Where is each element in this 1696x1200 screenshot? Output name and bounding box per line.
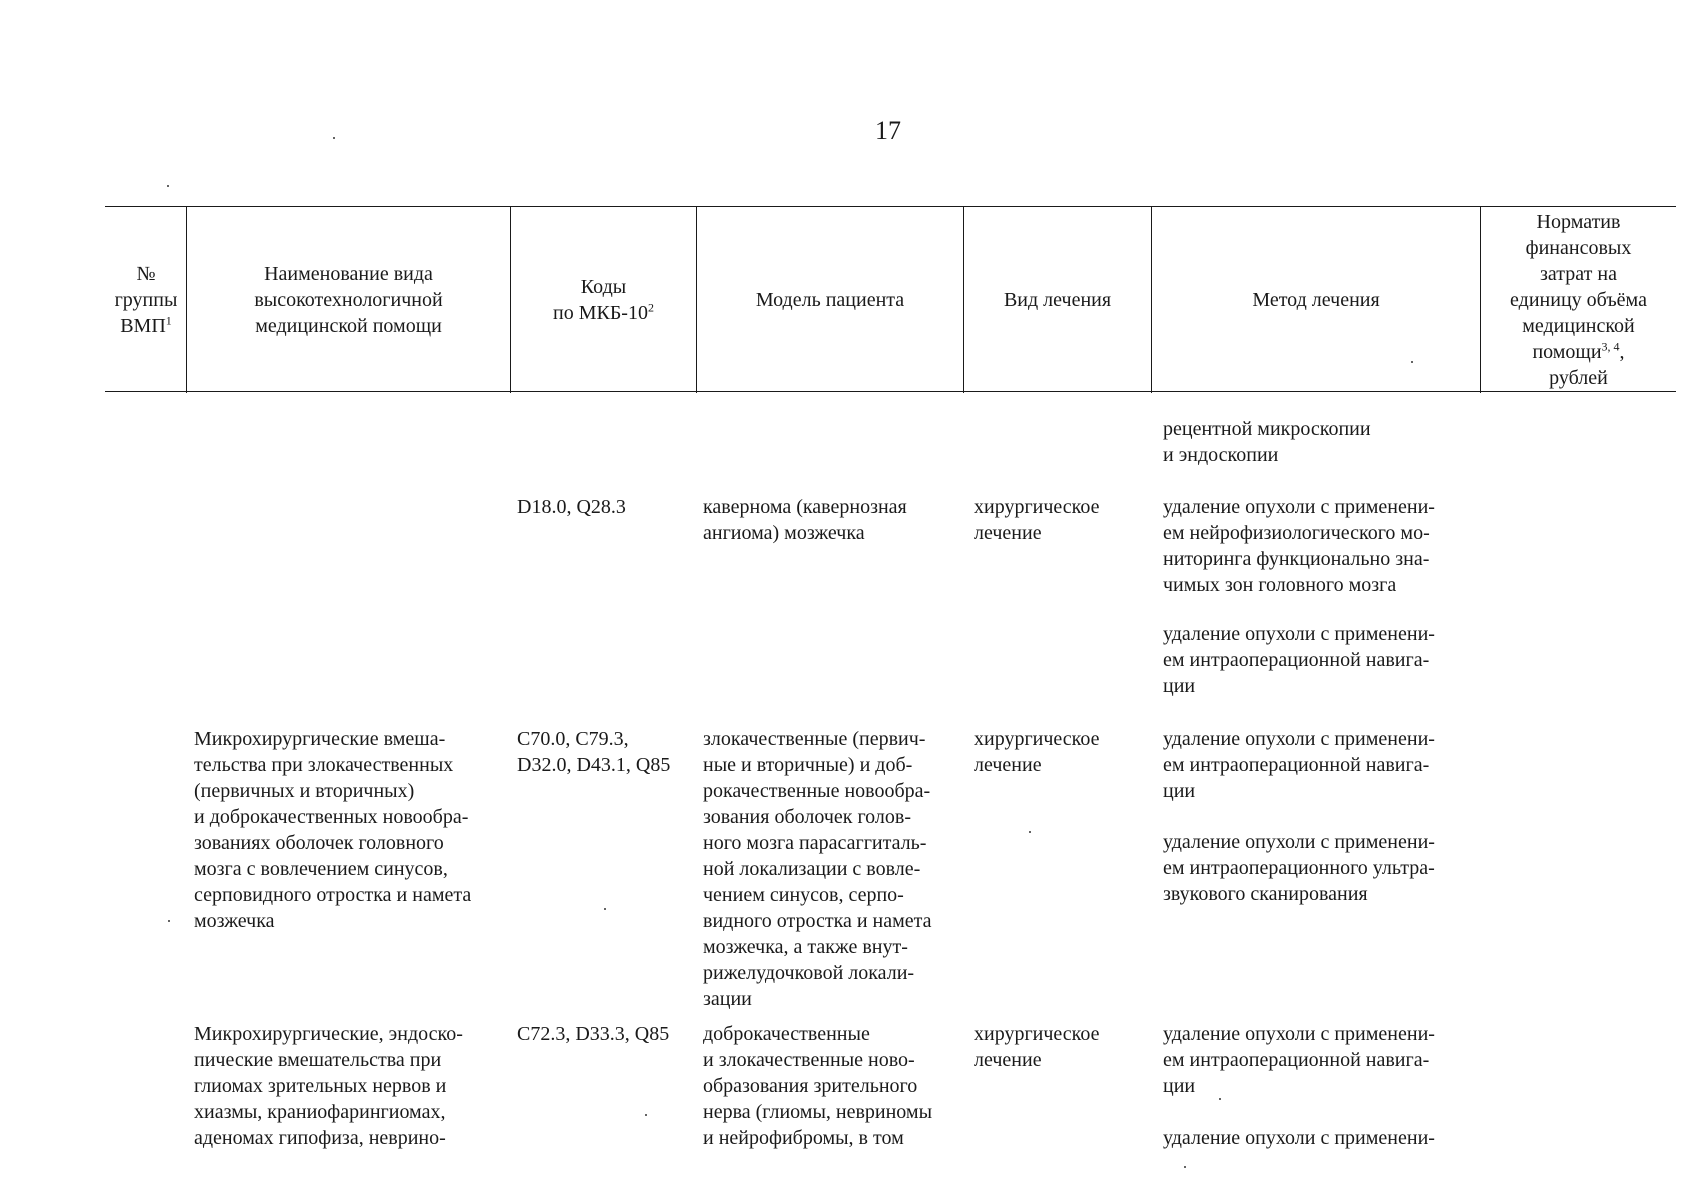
footnote-mark: 1	[165, 313, 172, 328]
codes-cell: C72.3, D33.3, Q85	[517, 1023, 670, 1045]
treatment-type-cell: хирургическое лечение	[974, 1023, 1100, 1071]
method-cell: удаление опухоли с применени- ем интраоперационного ультра- звукового сканирования	[1163, 831, 1435, 905]
header-line: группы	[114, 289, 178, 311]
footnote-mark: 2	[647, 300, 654, 315]
header-treatment-method	[1152, 207, 1480, 393]
method-cell: удаление опухоли с применени- ем интраоперационной навига- ции	[1163, 1023, 1435, 1097]
header-line: №	[136, 263, 156, 285]
header-text: Модель пациента	[755, 289, 905, 311]
scan-speck	[333, 137, 335, 139]
header-icd-codes	[511, 207, 696, 393]
header-line: медицинской помощи	[255, 315, 442, 337]
codes-cell: C70.0, C79.3, D32.0, D43.1, Q85	[517, 728, 671, 776]
method-cell: удаление опухоли с применени- ем нейрофизиологического мо- ниторинга функционально зна- чимых зон головного мозга	[1163, 496, 1435, 596]
scan-speck	[1184, 1166, 1186, 1168]
header-patient-model	[697, 207, 963, 393]
header-line: Коды	[580, 276, 627, 298]
scan-speck	[604, 908, 606, 910]
header-cost-standard	[1481, 207, 1676, 393]
page-number: 17	[875, 116, 901, 145]
header-line: Норматив	[1536, 211, 1621, 233]
header-line: по МКБ-$10^2$	[553, 300, 654, 324]
header-line: Наименование вида	[264, 263, 433, 285]
scan-speck	[645, 1114, 647, 1116]
header-line: помощи$^{3, 4}$,	[1532, 339, 1625, 363]
scan-speck	[167, 185, 169, 187]
method-cell: рецентной микроскопии и эндоскопии	[1163, 418, 1371, 466]
scan-speck	[168, 920, 170, 922]
header-care-type-name	[187, 207, 510, 393]
header-line: ВМП$^1$	[120, 313, 172, 337]
treatment-type-cell: хирургическое лечение	[974, 728, 1100, 776]
care-type-name-cell: Микрохирургические, эндоско- пические вмешательства при глиомах зрительных нервов и хиазмы, краниофарингиомах, аденомах гипофиза, неврино-	[194, 1023, 463, 1149]
patient-model-cell: доброкачественные и злокачественные ново- образования зрительного нерва (глиомы, невриномы и нейрофибромы, в том	[703, 1023, 933, 1149]
method-cell: удаление опухоли с применени-	[1163, 1127, 1435, 1149]
header-line: финансовых	[1525, 237, 1632, 259]
codes-cell: D18.0, Q28.3	[517, 496, 626, 518]
care-type-name-cell: Микрохирургические вмеша- тельства при злокачественных (первичных и вторичных) и доброкачественных новообра- зованиях оболочек головного мозга с вовлечением синусов, серповидного отростка и намета мозжечка	[194, 728, 472, 932]
header-line: единицу объёма	[1510, 289, 1647, 311]
patient-model-cell: кавернома (кавернозная ангиома) мозжечка	[703, 496, 907, 544]
header-line: медицинской	[1522, 315, 1635, 337]
header-group-number	[105, 207, 187, 393]
header-text: Метод лечения	[1252, 289, 1380, 311]
header-line: рублей	[1549, 367, 1608, 389]
scan-speck	[1029, 831, 1031, 833]
treatment-type-cell: хирургическое лечение	[974, 496, 1100, 544]
header-treatment-type	[964, 207, 1151, 393]
header-line: высокотехнологичной	[254, 289, 443, 311]
header-text: Вид лечения	[1003, 289, 1112, 311]
patient-model-cell: злокачественные (первич- ные и вторичные) и доб- рокачественные новообра- зования оболочек голов- ного мозга парасаггиталь- ной локализации с вовле- чением синусов, серпо- видного отростка и намета мозжечка, а также внут- рижелудочковой локали- зации	[703, 728, 932, 1010]
method-cell: удаление опухоли с применени- ем интраоперационной навига- ции	[1163, 623, 1435, 697]
header-line: затрат на	[1540, 263, 1617, 285]
footnote-mark: 3, 4	[1601, 339, 1620, 354]
method-cell: удаление опухоли с применени- ем интраоперационной навига- ции	[1163, 728, 1435, 802]
